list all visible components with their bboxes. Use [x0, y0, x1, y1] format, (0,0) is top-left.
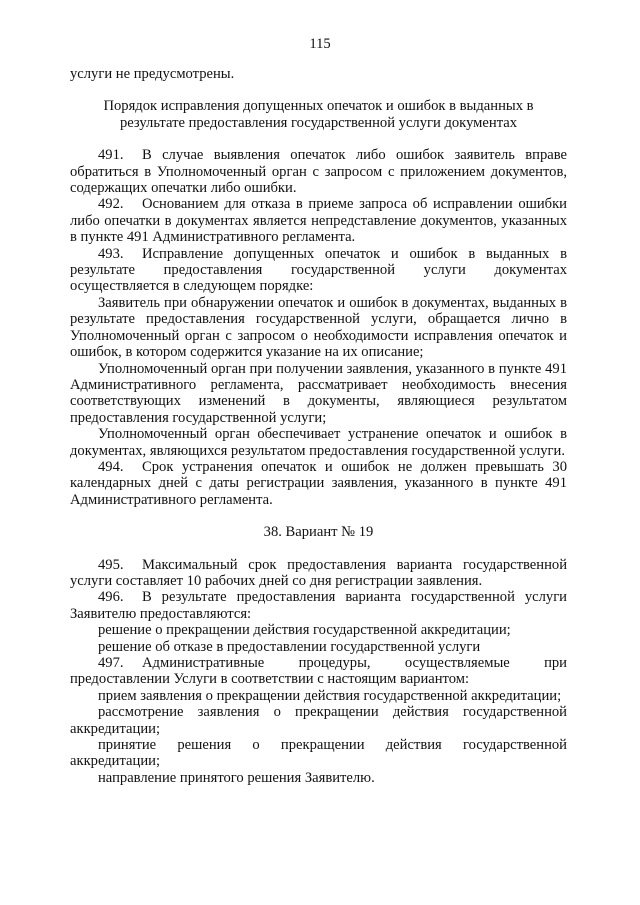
paragraph-number: 495.	[98, 556, 124, 573]
paragraph-text: В случае выявления опечаток либо ошибок заявитель вправе обратиться в Уполномоченный орган с запросом с приложением документов, содержащих опечатки либо ошибки.	[70, 147, 567, 197]
paragraph	[70, 426, 567, 459]
paragraph-text: направление принятого решения Заявителю.	[98, 769, 375, 786]
paragraph	[70, 295, 567, 361]
paragraph-text: Максимальный срок предоставления варианта государственной услуги составляет 10 рабочих дней со дня регистрации заявления.	[70, 556, 567, 589]
paragraph-text: прием заявления о прекращении действия государственной аккредитации;	[98, 687, 562, 704]
paragraph	[70, 655, 567, 688]
paragraph-number: 491.	[98, 147, 124, 164]
heading-line: 38. Вариант № 19	[263, 524, 374, 541]
paragraph-text: решение об отказе в предоставлении государственной услуги	[98, 638, 481, 655]
paragraph	[70, 737, 567, 770]
lead-line: услуги не предусмотрены.	[70, 66, 235, 82]
paragraph-text: Уполномоченный орган обеспечивает устранение опечаток и ошибок в документах, являющихся результатом предоставления государственной услуги.	[70, 426, 567, 459]
paragraph-text: решение о прекращении действия государственной аккредитации;	[98, 622, 511, 639]
section-variant-body	[70, 557, 567, 787]
paragraph	[70, 589, 567, 622]
paragraph	[70, 459, 567, 508]
paragraph	[70, 361, 567, 427]
paragraph-text: рассмотрение заявления о прекращении действия государственной аккредитации;	[70, 704, 567, 737]
section-heading-corrections	[70, 98, 567, 131]
document-body	[70, 66, 567, 786]
section-heading-variant	[70, 524, 567, 540]
paragraph-text: принятие решения о прекращении действия государственной аккредитации;	[70, 737, 567, 770]
paragraph	[70, 246, 567, 295]
paragraph	[70, 770, 567, 786]
paragraph	[70, 639, 567, 655]
paragraph	[70, 622, 567, 638]
paragraph	[70, 196, 567, 245]
paragraph	[70, 704, 567, 737]
paragraph-number: 492.	[98, 196, 124, 213]
section-corrections-body	[70, 147, 567, 508]
paragraph	[70, 557, 567, 590]
paragraph	[70, 147, 567, 196]
paragraph-text: Уполномоченный орган при получении заявления, указанного в пункте 491 Административного регламента, рассматривает необходимость внесения соответствующих изменений в документы, являющиеся результатом предоставления государственной услуги;	[70, 360, 567, 426]
paragraph-number: 494.	[98, 458, 124, 475]
paragraph-text: Административные процедуры, осуществляемые при предоставлении Услуги в соответствии с настоящим вариантом:	[70, 655, 567, 688]
paragraph-number: 496.	[98, 589, 124, 606]
paragraph	[70, 688, 567, 704]
paragraph-text: Основанием для отказа в приеме запроса об исправлении ошибки либо опечатки в документах является непредставление документов, указанных в пункте 491 Административного регламента.	[70, 196, 567, 246]
paragraph-text: В результате предоставления варианта государственной услуги Заявителю предоставляются:	[70, 589, 567, 622]
paragraph-text: Срок устранения опечаток и ошибок не должен превышать 30 календарных дней с даты регистрации заявления, указанного в пункте 491 Административного регламента.	[70, 458, 567, 508]
paragraph-text: Исправление допущенных опечаток и ошибок в выданных в результате предоставления государственной услуги документах осуществляется в следующем порядке:	[70, 245, 567, 295]
paragraph-number: 497.	[98, 655, 124, 671]
heading-line: Порядок исправления допущенных опечаток и ошибок в выданных в	[103, 98, 534, 115]
heading-line: результате предоставления государственной услуги документах	[119, 114, 518, 131]
paragraph-text: Заявитель при обнаружении опечаток и ошибок в документах, выданных в результате предоставления государственной услуги, обращается лично в Уполномоченный орган с запросом о необходимости исправления опечаток и ошибок, в котором содержится указание на их описание;	[70, 294, 567, 361]
paragraph-number: 493.	[98, 245, 124, 262]
page-number: 115	[309, 36, 331, 52]
